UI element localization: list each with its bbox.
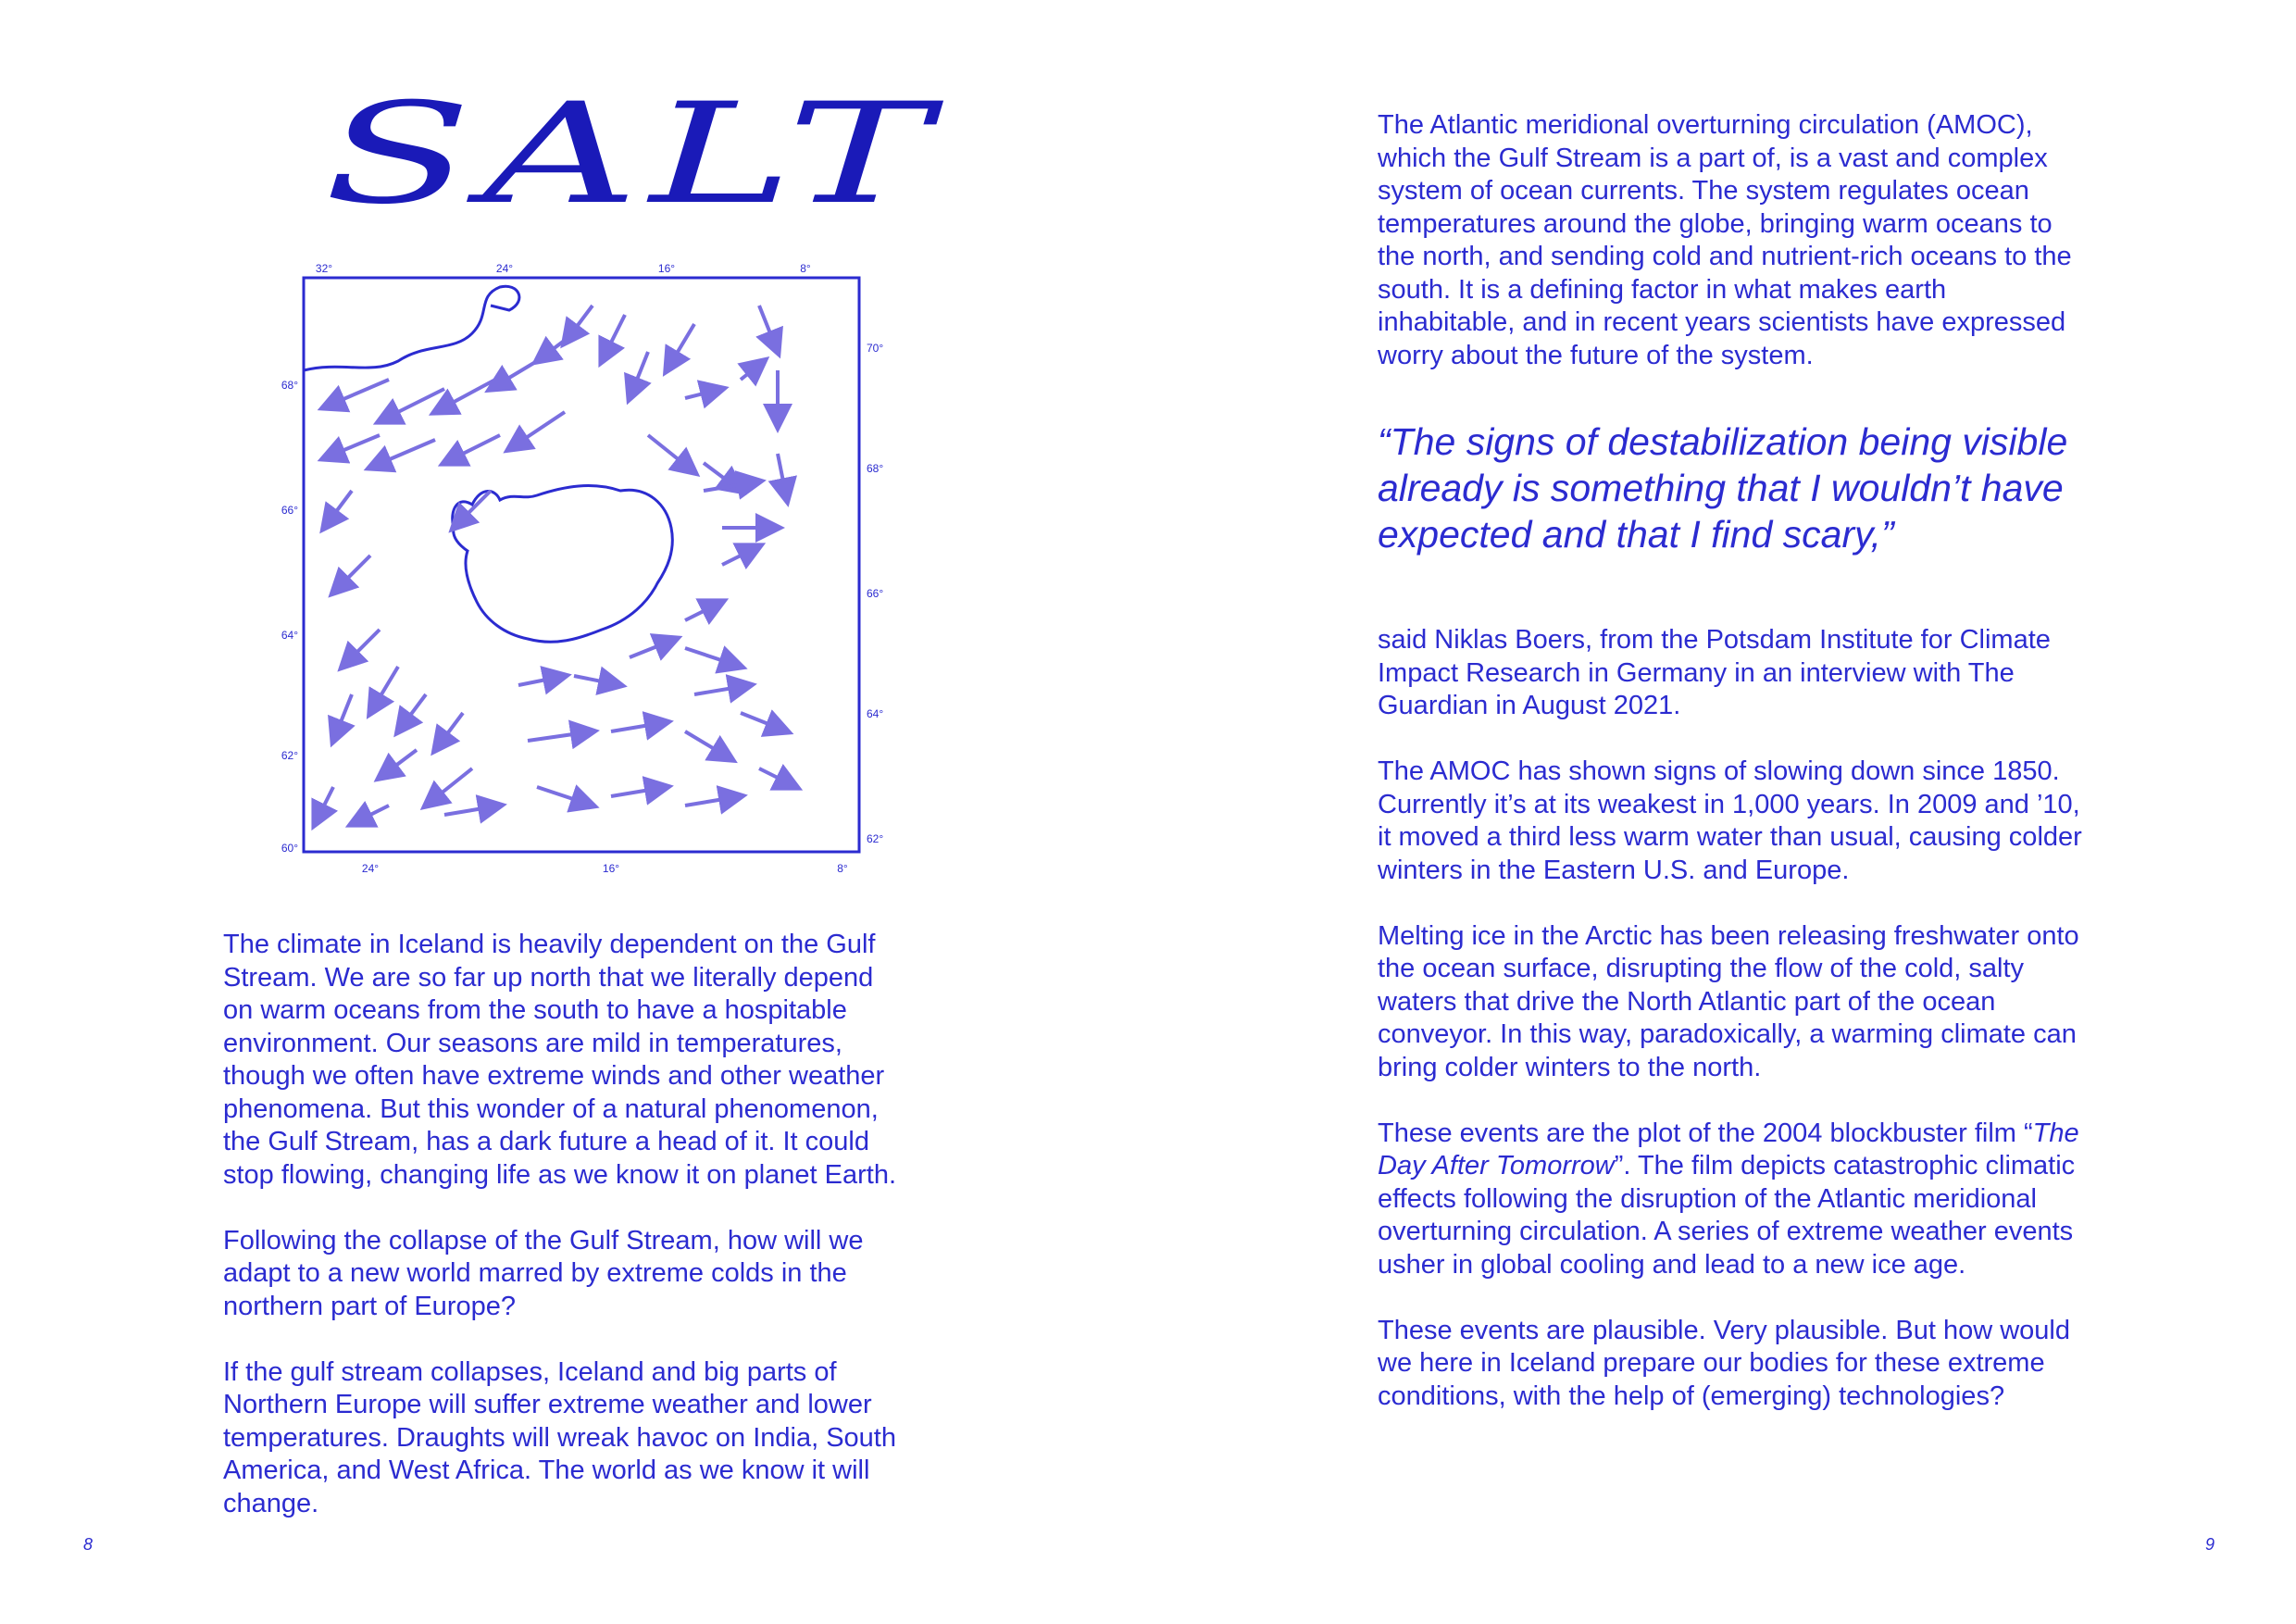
map-right-tick: 66°: [867, 587, 884, 600]
film-text-before: These events are the plot of the 2004 blockbuster film “: [1378, 1118, 2033, 1148]
current-arrow: [370, 440, 435, 468]
current-arrow: [741, 361, 764, 380]
current-arrow: [435, 713, 463, 750]
current-arrow: [685, 389, 722, 398]
current-arrow: [444, 435, 500, 463]
film-title: The Day After Tomorrow: [1378, 1118, 2079, 1181]
map-right-tick: 64°: [867, 707, 884, 720]
map-right-tick: 68°: [867, 462, 884, 475]
right-paragraph: The AMOC has shown signs of slowing down since 1850. Currently it’s at its weakest in 1,000 years. In 2009 and ’10, it moved a third less warm water than usual, causing colder winters in the Eastern U.S. and Europe.: [1378, 756, 2082, 885]
page-title: SALT: [324, 74, 942, 235]
map-top-tick: 8°: [800, 262, 811, 275]
current-arrow: [333, 556, 370, 593]
page-number-left: 8: [83, 1535, 94, 1554]
current-arrow: [565, 306, 593, 343]
current-arrow: [537, 787, 593, 806]
map-top-tick: 16°: [657, 262, 676, 275]
map-top-tick: 24°: [495, 262, 514, 275]
map-right-tick: 70°: [867, 342, 884, 355]
current-arrow: [324, 491, 352, 528]
left-paragraph: If the gulf stream collapses, Iceland and big parts of Northern Europe will suffer extreme weather and lower temperatures. Draughts will wreak havoc on India, South America, and West Africa. The world as we know it will change.: [223, 1356, 896, 1518]
current-arrow: [685, 731, 731, 759]
map-left-tick: 62°: [281, 749, 298, 762]
map-bottom-tick: 16°: [602, 862, 620, 875]
current-arrow: [398, 694, 426, 731]
current-arrow: [370, 667, 398, 713]
current-arrow: [648, 435, 694, 472]
current-arrow: [630, 352, 648, 398]
current-arrow: [759, 306, 778, 352]
current-arrow: [602, 315, 625, 361]
map-top-tick: 32°: [315, 262, 333, 275]
left-paragraph: Following the collapse of the Gulf Stream, how will we adapt to a new world marred by extreme colds in the northern part of Europe?: [223, 1225, 864, 1321]
current-arrow: [630, 639, 676, 657]
current-arrow: [759, 768, 796, 787]
right-paragraph: These events are plausible. Very plausible. But how would we here in Iceland prepare our bodies for these extreme conditions, with the help of (emerging) technologies?: [1378, 1315, 2070, 1411]
current-arrow: [491, 361, 537, 389]
map-left-tick: 68°: [281, 379, 298, 392]
current-arrow: [426, 768, 472, 806]
current-arrow: [574, 676, 620, 685]
current-arrow: [528, 731, 593, 741]
current-arrow: [509, 412, 565, 449]
current-arrow: [380, 389, 444, 421]
map-right-tick: 62°: [867, 832, 884, 845]
intro-paragraph: The Atlantic meridional overturning circulation (AMOC), which the Gulf Stream is a part of, is a vast and complex system of ocean currents. The system regulates ocean temperatures around the globe, bringing warm oceans to the north, and sending cold and nutrient-rich oceans to the south. It is a defining factor in what makes earth inhabitable, and in recent years scientists have expressed worry about the future of the system.: [1378, 110, 2072, 370]
map-bottom-tick: 24°: [361, 862, 380, 875]
left-column: [223, 929, 908, 1554]
current-arrow: [667, 324, 694, 370]
pull-quote: “The signs of destabilization being visible already is something that I wouldn’t have expected and that I find scary,”: [1378, 420, 2068, 556]
current-arrow: [611, 722, 667, 731]
film-paragraph: [1378, 1118, 2090, 1282]
right-paragraph: Melting ice in the Arctic has been releasing freshwater onto the ocean surface, disrupting the flow of the cold, salty waters that drive the North Atlantic part of the ocean conveyor. In this way, paradoxically, a warming climate can bring colder winters to the north.: [1378, 920, 2079, 1082]
current-arrow: [333, 694, 352, 741]
current-arrow: [343, 630, 380, 667]
current-arrow: [518, 676, 565, 685]
current-arrow: [694, 685, 750, 694]
right-intro: [1378, 109, 2090, 406]
film-text-after: ”. The film depicts catastrophic climatic effects following the disruption of the Atlantic meridional overturning circulation. A series of extreme weather events usher in global cooling and lead to a new ice age.: [1378, 1151, 2076, 1280]
current-arrow: [741, 713, 787, 731]
current-arrow: [315, 787, 333, 824]
map-left-tick: 66°: [281, 504, 298, 517]
right-paragraph: said Niklas Boers, from the Potsdam Institute for Climate Impact Research in Germany in an interview with The Guardian in August 2021.: [1378, 625, 2051, 720]
ocean-current-map: [259, 250, 898, 889]
current-arrow: [324, 435, 380, 458]
page-number-right: 9: [2205, 1535, 2215, 1554]
map-left-tick: 64°: [281, 629, 298, 642]
iceland-landmass: [453, 486, 673, 643]
map-bottom-tick: 8°: [837, 862, 848, 875]
current-arrow: [611, 787, 667, 796]
current-arrow: [685, 602, 722, 620]
current-arrow: [685, 648, 741, 667]
right-column: [1378, 624, 2090, 1446]
current-arrow: [722, 546, 759, 565]
current-arrow: [435, 380, 495, 412]
current-arrow: [352, 806, 389, 824]
current-arrow: [444, 806, 500, 815]
greenland-coast: [304, 286, 519, 370]
current-arrow: [324, 380, 389, 407]
current-arrow: [380, 750, 417, 778]
current-arrow: [685, 796, 741, 806]
left-paragraph: The climate in Iceland is heavily dependent on the Gulf Stream. We are so far up north that we literally depend on warm oceans from the south to have a hospitable environment. Our seasons are mild in temperatures, though we often have extreme winds and other weather phenomena. But this wonder of a natural phenomenon, the Gulf Stream, has a dark future a head of it. It could stop flowing, changing life as we know it on planet Earth.: [223, 930, 897, 1190]
map-left-tick: 60°: [281, 842, 298, 855]
current-arrow: [778, 454, 787, 500]
